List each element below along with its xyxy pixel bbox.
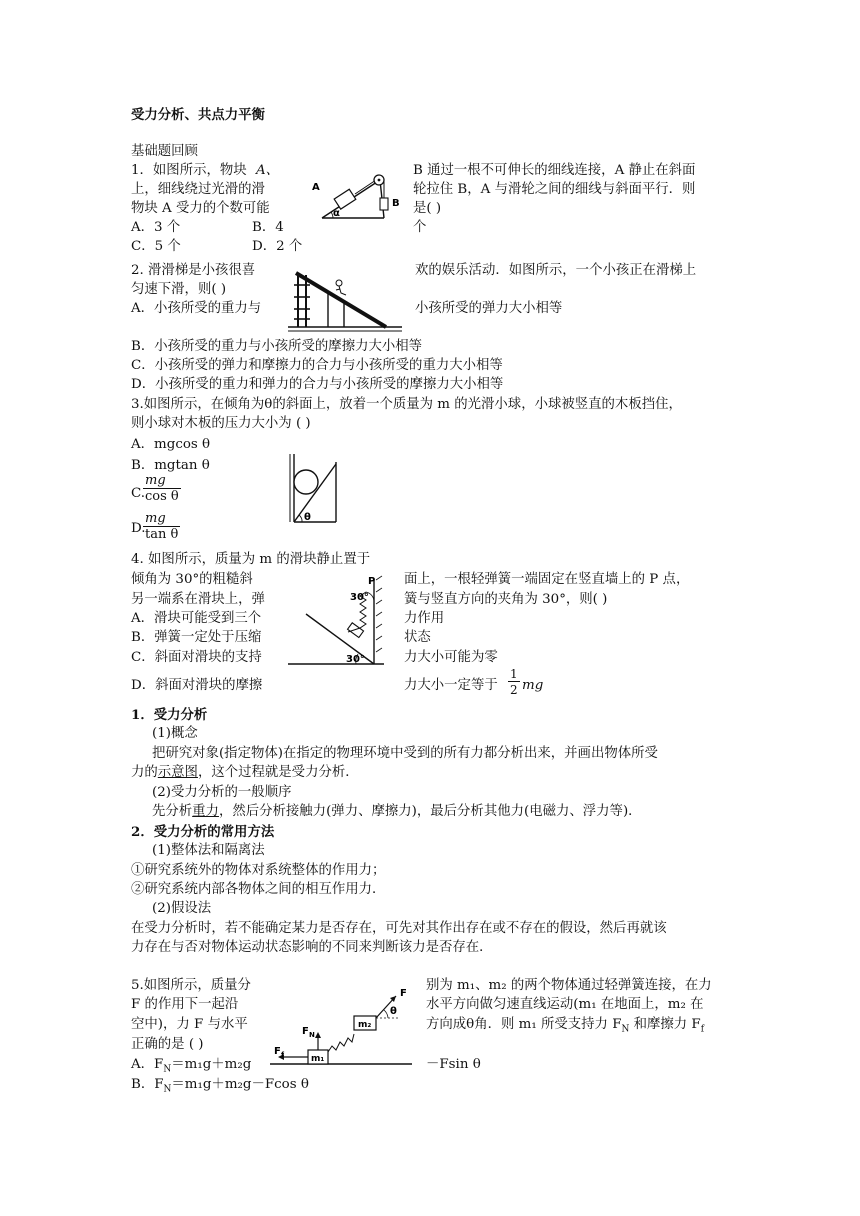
q1-option-a: A．3 个 bbox=[131, 220, 181, 235]
q4-label-30-top: 30° bbox=[350, 592, 369, 603]
q3-option-c-den: cos θ bbox=[145, 489, 179, 504]
notes-para-2-post: ，然后分析接触力(弹力、摩擦力)，最后分析其他力(电磁力、浮力等)． bbox=[218, 804, 642, 819]
q1-label-b: B bbox=[392, 198, 400, 209]
q5-line4: 正确的是 ( ) bbox=[131, 1037, 204, 1052]
q1-line3b: 是( ) bbox=[413, 201, 442, 216]
q5-line2a: F 的作用下一起沿 bbox=[131, 997, 239, 1012]
q5-line3a: 空中)，力 F 与水平 bbox=[131, 1017, 248, 1032]
q4-line2b: 面上，一根轻弹簧一端固定在竖直墙上的 P 点， bbox=[404, 572, 690, 587]
q5-option-a-pre: A．F bbox=[131, 1057, 164, 1072]
q1-option-b: B．4 bbox=[252, 220, 284, 235]
q5-label-fn-sub: N bbox=[309, 1031, 315, 1039]
notes-para-2-underline: 重力 bbox=[192, 804, 219, 819]
q5-line3b-sub-f: f bbox=[700, 1024, 705, 1035]
q1-option-c: C．5 个 bbox=[131, 239, 181, 254]
q1-line1c: B 通过一根不可伸长的细线连接，A 静止在斜面 bbox=[413, 163, 696, 178]
q4-option-b: B．弹簧一定处于压缩 bbox=[131, 630, 262, 645]
q5-option-a-tail: －Fsin θ bbox=[426, 1057, 481, 1072]
q5-label-fn: F bbox=[302, 1026, 309, 1037]
notes-item-1: ①研究系统外的物体对系统整体的作用力； bbox=[131, 863, 386, 878]
q1-line2a: 上，细线绕过光滑的滑 bbox=[131, 182, 265, 197]
notes-heading-1: 1．受力分析 bbox=[131, 707, 208, 723]
q4-option-c: C．斜面对滑块的支持 bbox=[131, 650, 262, 665]
q5-label-theta: θ bbox=[390, 1006, 397, 1017]
q4-line2a: 倾角为 30°的粗糙斜 bbox=[131, 572, 253, 587]
q4-label-p: P bbox=[368, 576, 376, 587]
q5-line1a: 5.如图所示，质量分 bbox=[131, 978, 251, 993]
notes-para-3b: 力存在与否对物体运动状态影响的不同来判断该力是否存在． bbox=[131, 940, 493, 955]
q1-label-a: A bbox=[312, 182, 320, 193]
q1-line1b: A、 bbox=[256, 163, 280, 178]
q3-option-d-num: mg bbox=[143, 512, 180, 527]
q2-figure-slide bbox=[288, 267, 404, 335]
q3-line1: 3.如图所示，在倾角为θ的斜面上，放着一个质量为 m 的光滑小球，小球被竖直的木板挡住， bbox=[131, 397, 682, 412]
q3-option-d-den: tan θ bbox=[145, 527, 179, 542]
q3-label-theta: θ bbox=[304, 512, 311, 523]
q4-line3a: 另一端系在滑块上，弹 bbox=[131, 592, 265, 607]
page-title: 受力分析、共点力平衡 bbox=[131, 107, 265, 123]
q4-option-d-den: 2 bbox=[510, 683, 518, 697]
q4-option-a: A．滑块可能受到三个 bbox=[131, 611, 262, 626]
notes-sub-1-2: (2)受力分析的一般顺序 bbox=[152, 785, 292, 800]
q4-option-b-tail: 状态 bbox=[404, 630, 431, 645]
notes-sub-2-1: (1)整体法和隔离法 bbox=[152, 843, 265, 858]
q2-line2: 匀速下滑，则( ) bbox=[131, 282, 227, 297]
q3-option-a: A．mgcos θ bbox=[131, 437, 211, 452]
q1-line2b: 轮拉住 B，A 与滑轮之间的细线与斜面平行．则 bbox=[413, 182, 696, 197]
q2-option-a: A．小孩所受的重力与 bbox=[131, 301, 262, 316]
q2-option-c: C．小孩所受的弹力和摩擦力的合力与小孩所受的重力大小相等 bbox=[131, 358, 503, 373]
q2-option-a-tail: 小孩所受的弹力大小相等 bbox=[415, 301, 563, 316]
notes-para-1b bbox=[131, 764, 359, 782]
q5-label-ff-sub: f bbox=[281, 1051, 285, 1059]
notes-para-1b-underline: 示意图 bbox=[157, 765, 198, 780]
q1-line3a: 物块 A 受力的个数可能 bbox=[131, 201, 270, 216]
q1-line1a: 1．如图所示，物块 bbox=[131, 163, 247, 178]
notes-sub-1-1: (1)概念 bbox=[152, 726, 198, 741]
q5-line3b bbox=[426, 1016, 704, 1039]
q5-label-ff: F bbox=[274, 1046, 281, 1057]
q3-option-d-prefix: D. bbox=[131, 521, 146, 536]
q5-option-b bbox=[131, 1076, 309, 1099]
q4-figure-spring-incline bbox=[288, 574, 392, 670]
q2-line1b: 欢的娱乐活动．如图所示，一个小孩正在滑梯上 bbox=[415, 263, 697, 278]
q5-line2b: 水平方向做匀速直线运动(m₁ 在地面上，m₂ 在 bbox=[426, 997, 704, 1012]
q5-figure-spring-blocks bbox=[266, 982, 416, 1072]
notes-para-1b-post: ，这个过程就是受力分析． bbox=[197, 765, 359, 780]
q2-line1a: 2. 滑滑梯是小孩很喜 bbox=[131, 263, 256, 278]
q1-option-b-tail: 个 bbox=[413, 220, 427, 235]
q4-option-d-mg: mg bbox=[522, 678, 544, 693]
q5-option-a-rest: ＝m₁g＋m₂g bbox=[171, 1057, 252, 1072]
q5-line3b-sub-n: N bbox=[621, 1024, 630, 1035]
q3-line2: 则小球对木板的压力大小为 ( ) bbox=[131, 416, 311, 431]
q4-option-a-tail: 力作用 bbox=[404, 611, 445, 626]
q2-option-b: B．小孩所受的重力与小孩所受的摩擦力大小相等 bbox=[131, 339, 423, 354]
notes-para-2 bbox=[152, 803, 642, 821]
q3-option-c-prefix: C. bbox=[131, 486, 146, 501]
q1-option-d: D．2 个 bbox=[252, 239, 303, 254]
q5-label-m1: m₁ bbox=[311, 1054, 325, 1064]
q5-option-a-sub: N bbox=[163, 1064, 172, 1075]
q4-option-c-tail: 力大小可能为零 bbox=[404, 650, 498, 665]
notes-para-2-pre: 先分析 bbox=[152, 804, 193, 819]
q1-label-alpha: α bbox=[333, 208, 340, 219]
notes-heading-2: 2．受力分析的常用方法 bbox=[131, 824, 275, 840]
q4-line1: 4. 如图所示，质量为 m 的滑块静止置于 bbox=[131, 552, 371, 567]
notes-sub-2-2: (2)假设法 bbox=[152, 901, 212, 916]
q5-line3b-mid: 和摩擦力 F bbox=[629, 1017, 701, 1032]
notes-para-3a: 在受力分析时，若不能确定某力是否存在，可先对其作出存在或不存在的假设，然后再就该 bbox=[131, 921, 667, 936]
q3-option-b: B．mgtan θ bbox=[131, 458, 210, 473]
notes-para-1b-pre: 力的 bbox=[131, 765, 158, 780]
q3-option-c-fraction bbox=[143, 474, 181, 505]
q1-figure-incline-pulley bbox=[300, 166, 410, 222]
q5-label-m2: m₂ bbox=[358, 1020, 372, 1030]
q5-option-b-rest: ＝m₁g＋m₂g－Fcos θ bbox=[171, 1077, 309, 1092]
q5-option-b-pre: B．F bbox=[131, 1077, 164, 1092]
q4-option-d-tail: 力大小一定等于 bbox=[404, 678, 498, 693]
q4-option-d: D．斜面对滑块的摩擦 bbox=[131, 678, 263, 693]
q5-option-b-sub: N bbox=[163, 1084, 172, 1095]
q4-line3b: 簧与竖直方向的夹角为 30°，则( ) bbox=[404, 592, 608, 607]
q4-option-d-num: 1 bbox=[510, 667, 518, 681]
q5-line3b-pre: 方向成θ角．则 m₁ 所受支持力 F bbox=[426, 1017, 622, 1032]
q4-option-d-fraction bbox=[508, 667, 520, 698]
q2-option-d: D．小孩所受的重力和弹力的合力与小孩所受的摩擦力大小相等 bbox=[131, 377, 504, 392]
section-heading: 基础题回顾 bbox=[131, 144, 198, 159]
q5-label-f: F bbox=[400, 988, 407, 999]
q3-figure-ball-board bbox=[286, 452, 340, 524]
notes-item-2: ②研究系统内部各物体之间的相互作用力． bbox=[131, 882, 386, 897]
q4-label-30-bottom: 30° bbox=[346, 654, 365, 665]
notes-para-1a: 把研究对象(指定物体)在指定的物理环境中受到的所有力都分析出来，并画出物体所受 bbox=[152, 746, 658, 761]
q5-line1b: 别为 m₁、m₂ 的两个物体通过轻弹簧连接，在力 bbox=[426, 978, 712, 993]
q3-option-c-num: mg bbox=[143, 474, 181, 489]
q3-option-d-fraction bbox=[143, 512, 180, 543]
